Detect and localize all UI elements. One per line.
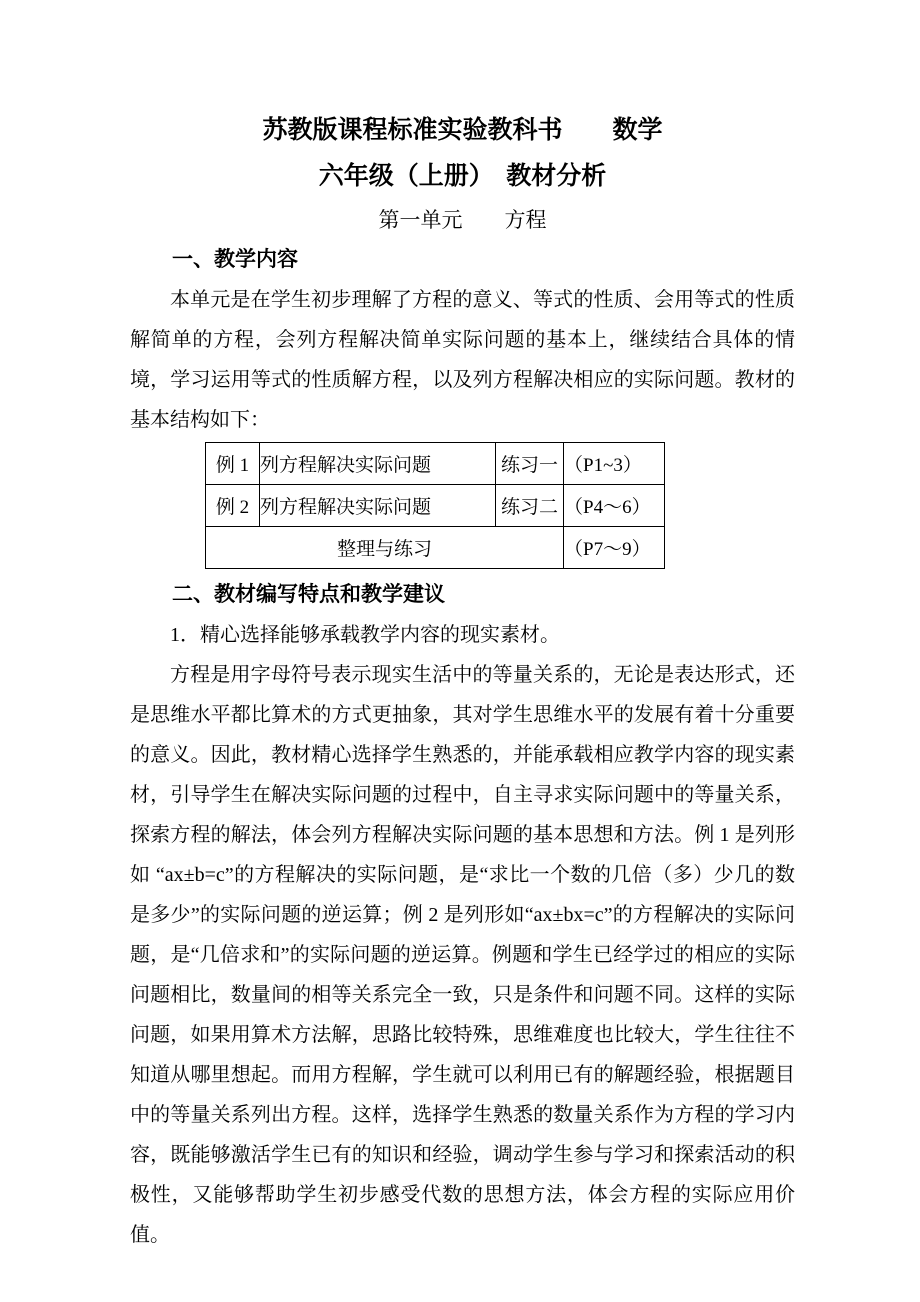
pages-cell: （P1~3）: [564, 443, 665, 485]
unit-heading: 第一单元 方程: [378, 208, 547, 232]
section-2-item-1: 1．精心选择能够承载教学内容的现实素材。: [170, 624, 560, 646]
content-cell: 列方程解决实际问题: [260, 485, 496, 527]
textbook-structure-table: [205, 442, 665, 569]
merged-review-cell: 整理与练习: [206, 527, 564, 569]
table-row-example-1: [206, 443, 665, 485]
document-title-line-2: 六年级（上册） 教材分析: [318, 163, 607, 190]
content-cell: 列方程解决实际问题: [260, 443, 496, 485]
document-title-line-1: 苏教版课程标准实验教科书 数学: [262, 117, 663, 144]
table-row-example-2: [206, 485, 665, 527]
table-row-review: [206, 527, 665, 569]
section-2-heading: 二、教材编写特点和教学建议: [172, 583, 445, 606]
example-cell: 例 1: [206, 443, 260, 485]
section-1-heading: 一、教学内容: [172, 248, 298, 271]
section-2-paragraph: 方程是用字母符号表示现实生活中的等量关系的，无论是表达形式，还是思维水平都比算术的方式更抽象，其对学生思维水平的发展有着十分重要的意义。因此，教材精心选择学生熟悉的，并能承载相应教学内容的现实素材，引导学生在解决实际问题的过程中，自主寻求实际问题中的等量关系，探索方程的解法，体会列方程解决实际问题的基本思想和方法。例 1 是列形如 “ax±b=c”的方程解决的实际问题，是“求比一个数的几倍（多）少几的数是多少”的实际问题的逆运算；例 2 是列形如“ax±bx=c”的方程解决的实际问题，是“几倍求和”的实际问题的逆运算。例题和学生已经学过的相应的实际问题相比，数量间的相等关系完全一致，只是条件和问题不同。这样的实际问题，如果用算术方法解，思路比较特殊，思维难度也比较大，学生往往不知道从哪里想起。而用方程解，学生就可以利用已有的解题经验，根据题目中的等量关系列出方程。这样，选择学生熟悉的数量关系作为方程的学习内容，既能够激活学生已有的知识和经验，调动学生参与学习和探索活动的积极性，又能够帮助学生初步感受代数的思想方法，体会方程的实际应用价值。: [130, 664, 795, 1246]
example-cell: 例 2: [206, 485, 260, 527]
section-1-paragraph: 本单元是在学生初步理解了方程的意义、等式的性质、会用等式的性质解简单的方程，会列方程解决简单实际问题的基本上，继续结合具体的情境，学习运用等式的性质解方程，以及列方程解决相应的实际问题。教材的基本结构如下：: [130, 289, 795, 431]
practice-cell: 练习一: [496, 443, 564, 485]
pages-cell: （P7～9）: [564, 527, 665, 569]
pages-cell: （P4～6）: [564, 485, 665, 527]
practice-cell: 练习二: [496, 485, 564, 527]
